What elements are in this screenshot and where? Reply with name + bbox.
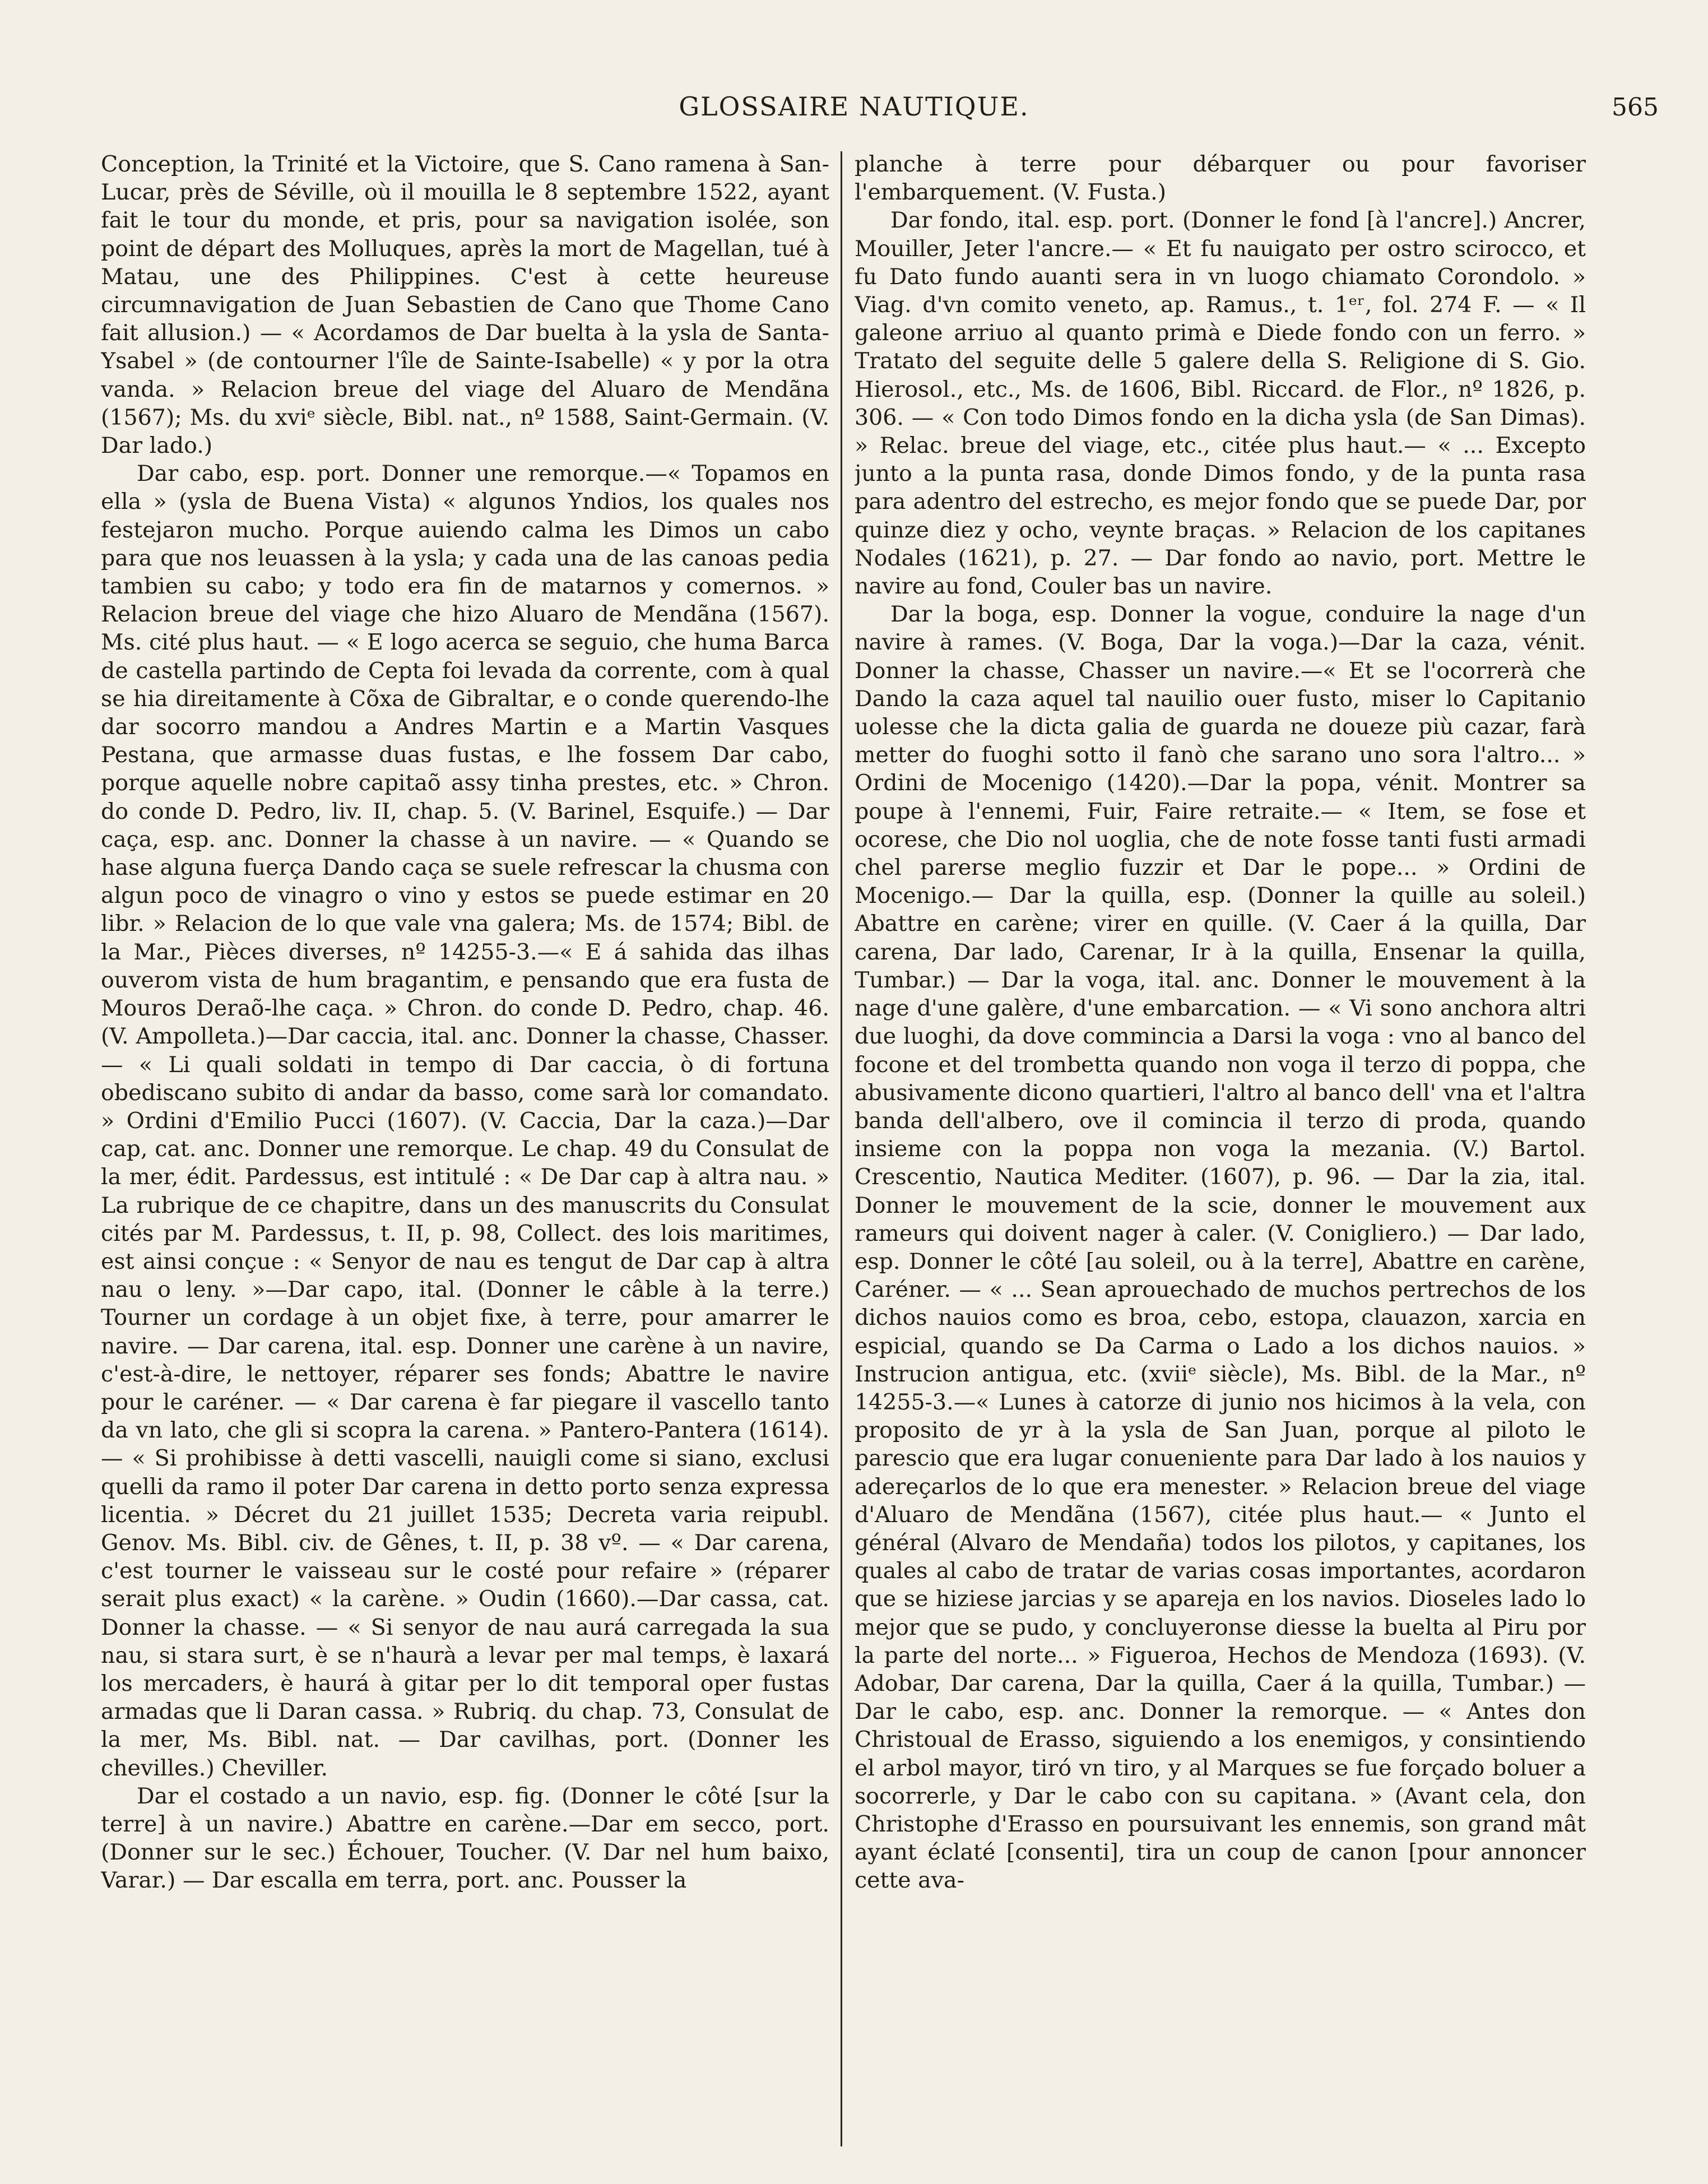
running-title: GLOSSAIRE NAUTIQUE. (679, 91, 1029, 122)
right-column (855, 150, 1586, 2134)
paragraph: Dar la boga, esp. Donner la vogue, conduire la nage d'un navire à rames. (V. Boga, Dar la voga.)—Dar la caza, vénit. Donner la chasse, Chasser un navire.—« Et se l'ocorrerà che Dando la caza aquel tal nauilio ouer fusto, miser lo Capitanio uolesse che la dicta galia de guarda ne doueze più cazar, farà metter do fuoghi sotto il fanò che sarano uno sora l'altro... » Ordini de Mocenigo (1420).—Dar la popa, vénit. Montrer sa poupe à l'ennemi, Fuir, Faire retraite.— « Item, se fose et ocorese, che Dio nol uoglia, che de note fosse tanti fusti armadi chel parerse meglio fuzzir et Dar le pope... » Ordini de Mocenigo.— Dar la quilla, esp. (Donner la quille au soleil.) Abattre en carène; virer en quille. (V. Caer á la quilla, Dar carena, Dar lado, Carenar, Ir à la quilla, Ensenar la quilla, Tumbar.) — Dar la voga, ital. anc. Donner le mouvement à la nage d'une galère, d'une embarcation. — « Vi sono anchora altri due luoghi, da dove commincia a Darsi la voga : vno al banco del focone et del trombetta quando non voga il terzo di poppa, che abusivamente dicono quartieri, l'altro al banco dell' vna et l'altra banda dell'albero, ove il comincia il terzo di proda, quando insieme con la poppa non voga la mezania. (V.) Bartol. Crescentio, Nautica Mediter. (1607), p. 96. — Dar la zia, ital. Donner le mouvement de la scie, donner le mouvement aux rameurs qui doivent nager à caler. (V. Conigliero.) — Dar lado, esp. Donner le côté [au soleil, ou à la terre], Abattre en carène, Caréner. — « ... Sean aprouechado de muchos pertrechos de los dichos nauios como es broa, cebo, estopa, clauazon, xarcia en espicial, quando se Da Carma o Lado a los dichos nauios. » Instrucion antigua, etc. (xviiᵉ siècle), Ms. Bibl. de la Mar., nº 14255-3.—« Lunes à catorze di junio nos hicimos à la vela, con proposito de yr à la ysla de San Juan, porque al piloto le parescio que era lugar conueniente para Dar lado à los nauios y adereçarlos de lo que era menester. » Relacion breue del viage d'Aluaro de Mendãna (1567), citée plus haut.— « Junto el général (Alvaro de Mendaña) todos los pilotos, y capitanes, los quales al cabo de tratar de varias cosas importantes, acordaron que se hiziese jarcias y se apareja en los navios. Dioseles lado lo mejor que se pudo, y concluyeronse diesse la buelta al Piru por la parte del norte... » Figueroa, Hechos de Mendoza (1693). (V. Adobar, Dar carena, Dar la quilla, Caer á la quilla, Tumbar.) — Dar le cabo, esp. anc. Donner la remorque. — « Antes don Christoual de Erasso, siguiendo a los enemigos, y consintiendo el arbol mayor, tiró vn tiro, y al Marques se fue forçado boluer a socorrerle, y Dar le cabo con su capitana. » (Avant cela, don Christophe d'Erasso en poursuivant les ennemis, son grand mât ayant éclaté [consenti], tira un coup de canon [pour annoncer cette ava- (855, 601, 1586, 1894)
paragraph: Dar el costado a un navio, esp. fig. (Donner le côté [sur la terre] à un navire.) Abattre en carène.—Dar em secco, port. (Donner sur le sec.) Échouer, Toucher. (V. Dar nel hum baixo, Varar.) — Dar escalla em terra, port. anc. Pousser la (101, 1783, 829, 1894)
paragraph: Dar cabo, esp. port. Donner une remorque.—« Topamos en ella » (ysla de Buena Vista) « algunos Yndios, los quales nos festejaron mucho. Porque auiendo calma les Dimos un cabo para que nos leuassen à la ysla; y cada una de las canoas pedia tambien su cabo; y todo era fin de matarnos y comernos. » Relacion breue del viage che hizo Aluaro de Mendãna (1567). Ms. cité plus haut. — « E logo acerca se seguio, che huma Barca de castella partindo de Cepta foi levada da corrente, com à qual se hia direitamente à Cõxa de Gibraltar, e o conde querendo-lhe dar socorro mandou a Andres Martin e a Martin Vasques Pestana, que armasse duas fustas, e lhe fossem Dar cabo, porque aquelle nobre capitaõ assy tinha prestes, etc. » Chron. do conde D. Pedro, liv. II, chap. 5. (V. Barinel, Esquife.) — Dar caça, esp. anc. Donner la chasse à un navire. — « Quando se hase alguna fuerça Dando caça se suele refrescar la chusma con algun poco de vinagro o vino y estos se puede estimar en 20 libr. » Relacion de lo que vale vna galera; Ms. de 1574; Bibl. de la Mar., Pièces diverses, nº 14255-3.—« E á sahida das ilhas ouverom vista de hum bragantim, e pensando que era fusta de Mouros Deraõ-lhe caça. » Chron. do conde D. Pedro, chap. 46. (V. Ampolleta.)—Dar caccia, ital. anc. Donner la chasse, Chasser. — « Li quali soldati in tempo di Dar caccia, ò di fortuna obediscano subito di andar da basso, come sarà lor comandato. » Ordini d'Emilio Pucci (1607). (V. Caccia, Dar la caza.)—Dar cap, cat. anc. Donner une remorque. Le chap. 49 du Consulat de la mer, édit. Pardessus, est intitulé : « De Dar cap à altra nau. » La rubrique de ce chapitre, dans un des manuscrits du Consulat cités par M. Pardessus, t. II, p. 98, Collect. des lois maritimes, est ainsi conçue : « Senyor de nau es tengut de Dar cap à altra nau o leny. »—Dar capo, ital. (Donner le câble à la terre.) Tourner un cordage à un objet fixe, à terre, pour amarrer le navire. — Dar carena, ital. esp. Donner une carène à un navire, c'est-à-dire, le nettoyer, réparer ses fonds; Abattre le navire pour le caréner. — « Dar carena è far piegare il vascello tanto da vn lato, che gli si scopra la carena. » Pantero-Pantera (1614). — « Si prohibisse à detti vascelli, nauigli come si siano, exclusi quelli da ramo il poter Dar carena in detto porto senza expressa licentia. » Décret du 21 juillet 1535; Decreta varia reipubl. Genov. Ms. Bibl. civ. de Gênes, t. II, p. 38 vº. — « Dar carena, c'est tourner le vaisseau sur le costé pour refaire » (réparer serait plus exact) « la carène. » Oudin (1660).—Dar cassa, cat. Donner la chasse. — « Si senyor de nau aurá carregada la sua nau, si stara surt, è se n'haurà a levar per mal temps, è laxará los mercaders, è haurá à gitar per lo dit temporal oper fustas armadas que li Daran cassa. » Rubriq. du chap. 73, Consulat de la mer, Ms. Bibl. nat. — Dar cavilhas, port. (Donner les chevilles.) Cheviller. (101, 461, 829, 1781)
paragraph: Dar fondo, ital. esp. port. (Donner le fond [à l'ancre].) Ancrer, Mouiller, Jeter l'ancre.— « Et fu nauigato per ostro scirocco, et fu Dato fundo auanti sera in vn luogo chiamato Corondolo. » Viag. d'vn comito veneto, ap. Ramus., t. 1ᵉʳ, fol. 274 F. — « Il galeone arriuo al quanto primà e Diede fondo con un ferro. » Tratato del seguite delle 5 galere della S. Religione di S. Gio. Hierosol., etc., Ms. de 1606, Bibl. Riccard. de Flor., nº 1826, p. 306. — « Con todo Dimos fondo en la dicha ysla (de San Dimas). » Relac. breue del viage, etc., citée plus haut.— « ... Excepto junto a la punta rasa, donde Dimos fondo, y de la punta rasa para adentro del estrecho, es mejor fondo que se puede Dar, por quinze diez y ocho, veynte braças. » Relacion de los capitanes Nodales (1621), p. 27. — Dar fondo ao navio, port. Mettre le navire au fond, Couler bas un navire. (855, 207, 1586, 600)
paragraph: planche à terre pour débarquer ou pour favoriser l'embarquement. (V. Fusta.) (855, 151, 1586, 206)
column-divider (841, 151, 842, 2146)
paragraph: Conception, la Trinité et la Victoire, que S. Cano ramena à San-Lucar, près de Séville, où il mouilla le 8 septembre 1522, ayant fait le tour du monde, et pris, pour sa navigation isolée, son point de départ des Molluques, après la mort de Magellan, tué à Matau, une des Philippines. C'est à cette heureuse circumnavigation de Juan Sebastien de Cano que Thome Cano fait allusion.) — « Acordamos de Dar buelta à la ysla de Santa-Ysabel » (de contourner l'île de Sainte-Isabelle) « y por la otra vanda. » Relacion breue del viage del Aluaro de Mendãna (1567); Ms. du xviᵉ siècle, Bibl. nat., nº 1588, Saint-Germain. (V. Dar lado.) (101, 151, 829, 459)
page-number: 565 (1612, 93, 1659, 122)
left-column (101, 150, 829, 2134)
